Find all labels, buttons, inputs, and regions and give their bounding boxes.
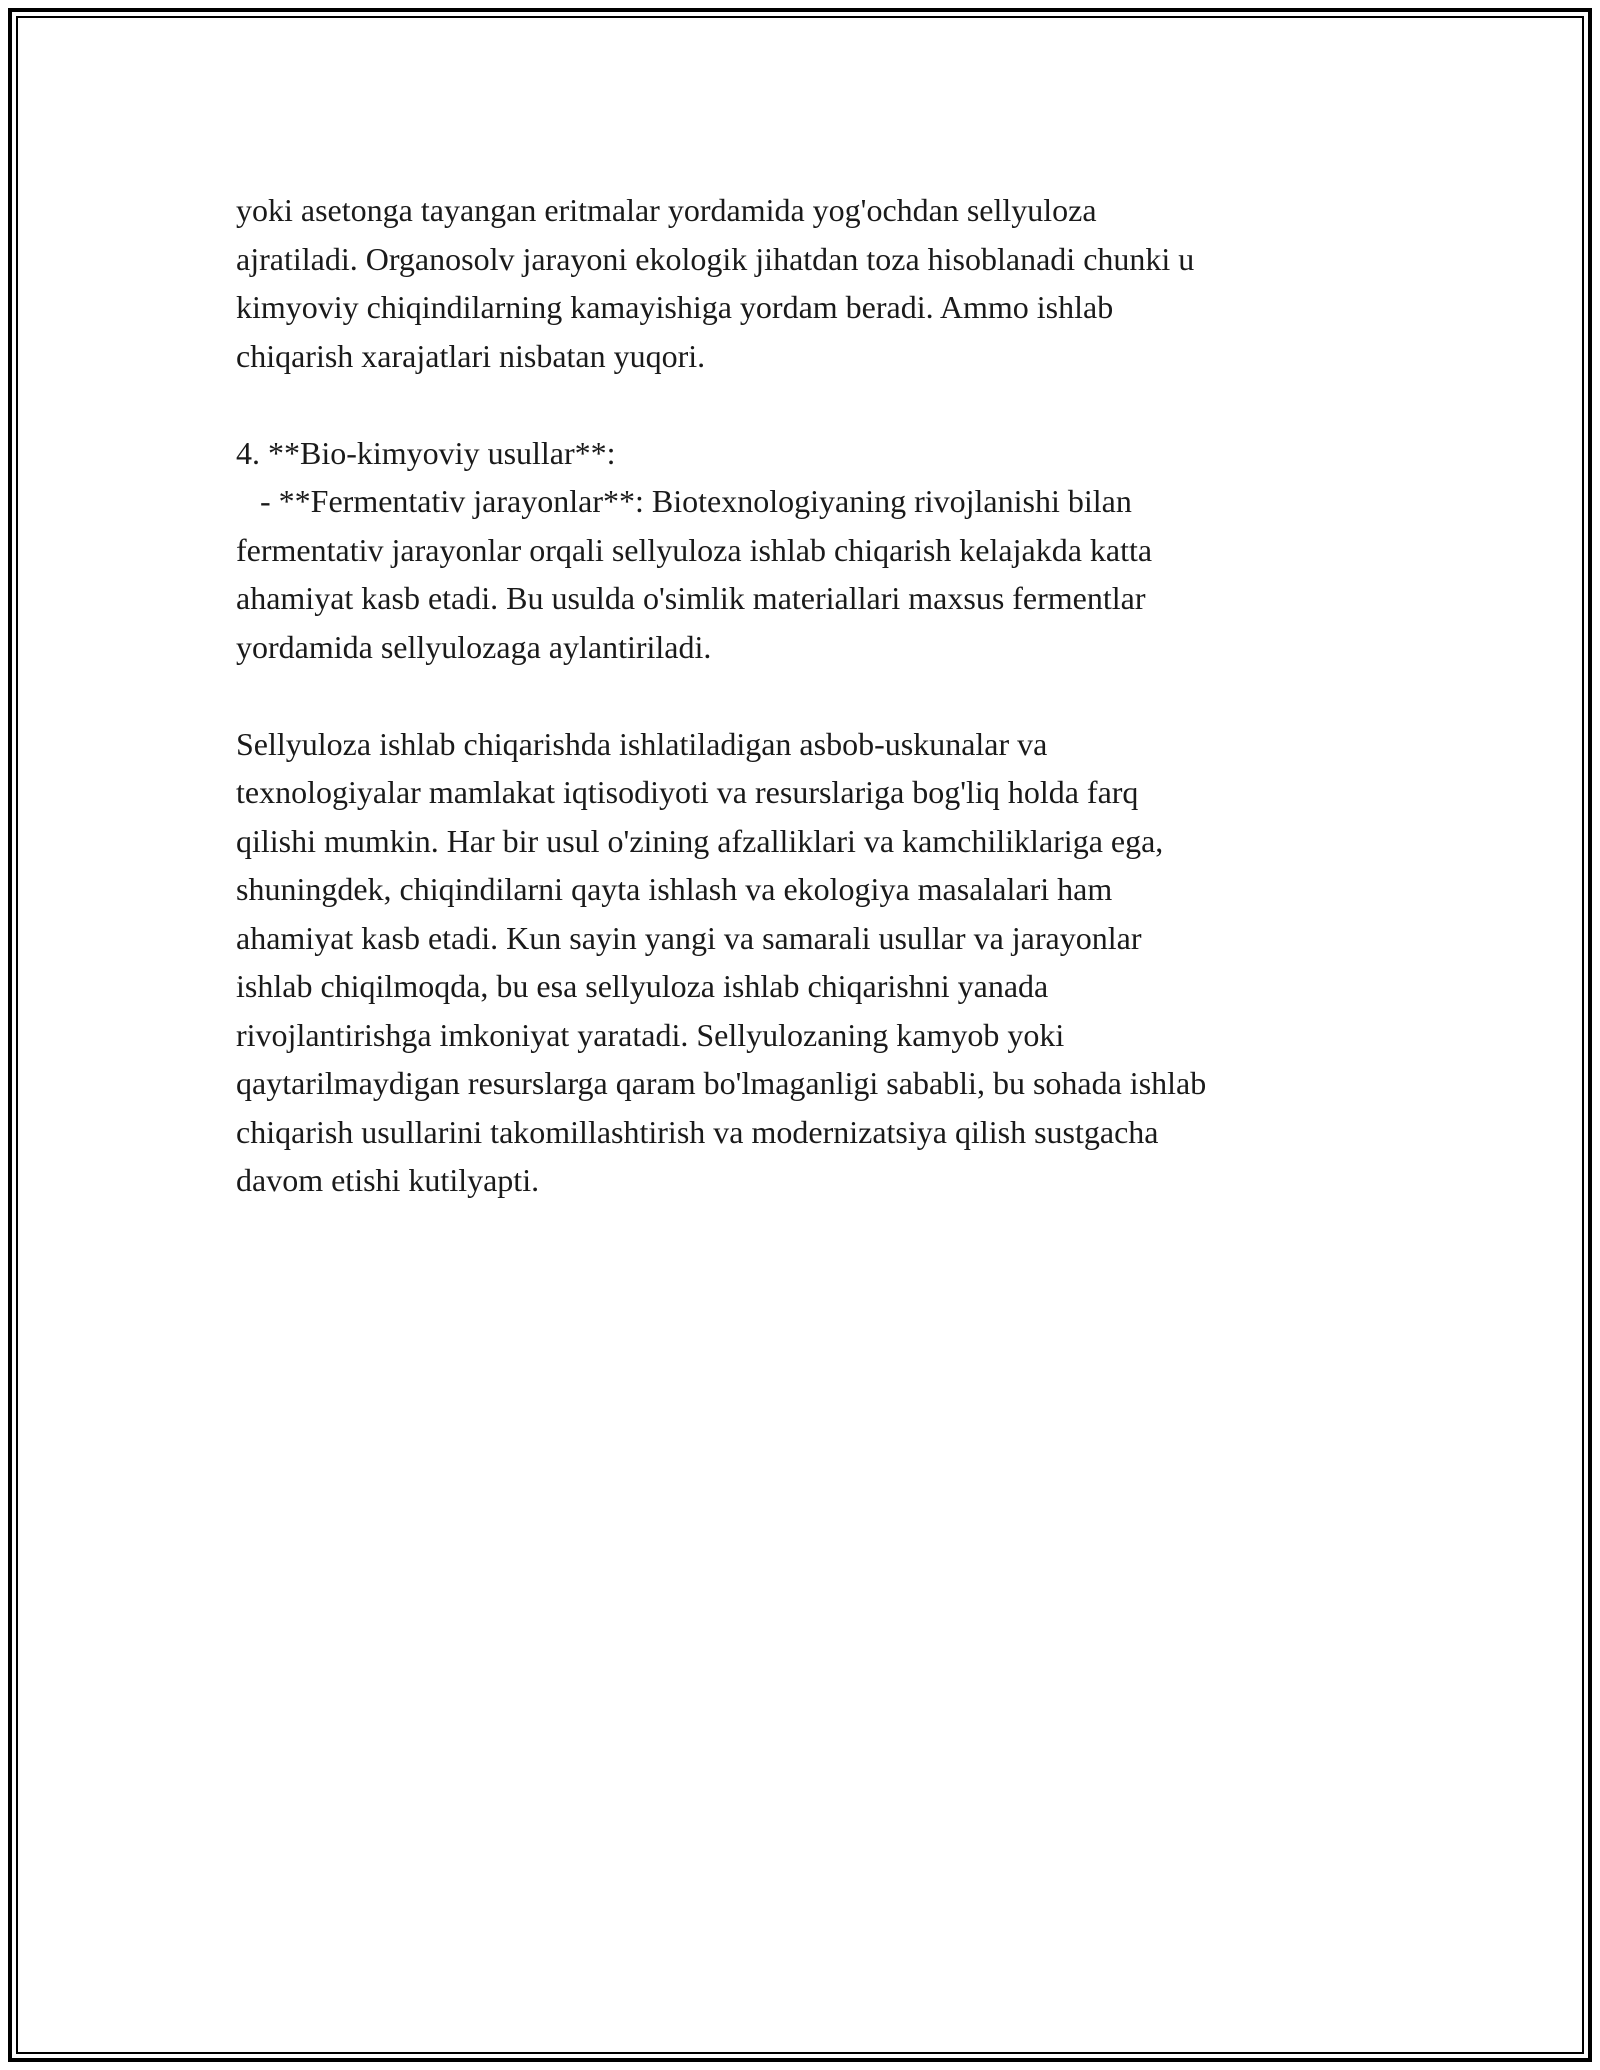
text-line: shuningdek, chiqindilarni qayta ishlash va ekologiya masalalari ham xyxy=(236,871,1113,907)
text-line: kimyoviy chiqindilarning kamayishiga yordam beradi. Ammo ishlab xyxy=(236,289,1114,325)
text-line: ishlab chiqilmoqda, bu esa sellyuloza ishlab chiqarishni yanada xyxy=(236,968,1049,1004)
paragraph-conclusion xyxy=(236,720,1366,1205)
text-line: ajratiladi. Organosolv jarayoni ekologik jihatdan toza hisoblanadi chunki u xyxy=(236,240,1195,277)
section-bio-chemical xyxy=(236,429,1366,672)
text-line: chiqarish xarajatlari nisbatan yuqori. xyxy=(236,337,706,374)
text-line: qaytarilmaydigan resurslarga qaram bo'lmaganligi sababli, bu sohada ishlab xyxy=(236,1065,1207,1101)
text-line: texnologiyalar mamlakat iqtisodiyoti va resurslariga bog'liq holda farq xyxy=(236,774,1139,810)
text-line: ahamiyat kasb etadi. Kun sayin yangi va samarali usullar va jarayonlar xyxy=(236,919,1142,956)
section-heading: 4. **Bio-kimyoviy usullar**: xyxy=(236,434,616,471)
paragraph-spacer xyxy=(236,380,1366,429)
paragraph-spacer xyxy=(236,671,1366,720)
text-line: Sellyuloza ishlab chiqarishda ishlatiladigan asbob-uskunalar va xyxy=(236,725,1048,762)
document-body xyxy=(236,186,1366,1205)
text-line: davom etishi kutilyapti. xyxy=(236,1162,540,1198)
text-line: yoki asetonga tayangan eritmalar yordamida yog'ochdan sellyuloza xyxy=(236,192,1097,228)
text-line: yordamida sellyulozaga aylantiriladi. xyxy=(236,628,712,665)
text-line: chiqarish usullarini takomillashtirish va modernizatsiya qilish sustgacha xyxy=(236,1113,1159,1150)
text-line: - **Fermentativ jarayonlar**: Biotexnologiyaning rivojlanishi bilan xyxy=(236,483,1132,519)
paragraph-organosolv xyxy=(236,186,1366,380)
text-line: rivojlantirishga imkoniyat yaratadi. Sellyulozaning kamyob yoki xyxy=(236,1016,1065,1053)
text-line: fermentativ jarayonlar orqali sellyuloza ishlab chiqarish kelajakda katta xyxy=(236,531,1153,568)
text-line: ahamiyat kasb etadi. Bu usulda o'simlik materiallari maxsus fermentlar xyxy=(236,580,1146,616)
text-line: qilishi mumkin. Har bir usul o'zining afzalliklari va kamchiliklariga ega, xyxy=(236,822,1164,859)
